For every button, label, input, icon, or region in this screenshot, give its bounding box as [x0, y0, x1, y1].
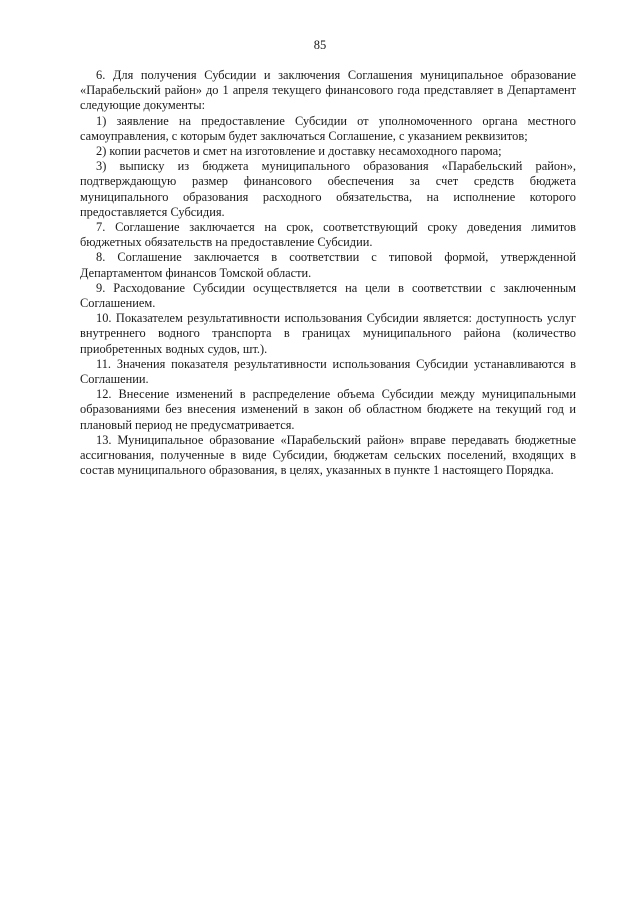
paragraph-9: 9. Расходование Субсидии осуществляется на цели в соответствии с заключенным Соглашением.	[80, 280, 576, 311]
paragraph-6: 6. Для получения Субсидии и заключения Соглашения муниципальное образование «Парабельский район» до 1 апреля текущего финансового года представляет в Департамент следующие документы:	[80, 68, 576, 113]
document-body	[80, 68, 576, 478]
paragraph-6-item-1: 1) заявление на предоставление Субсидии от уполномоченного органа местного самоуправления, с которым будет заключаться Соглашение, с указанием реквизитов;	[80, 113, 576, 143]
paragraph-11: 11. Значения показателя результативности использования Субсидии устанавливаются в Соглашении.	[80, 356, 576, 387]
paragraph-10: 10. Показателем результативности использования Субсидии является: доступность услуг внутреннего водного транспорта в границах муниципального района (количество приобретенных водных судов, шт.).	[80, 311, 576, 356]
paragraph-8: 8. Соглашение заключается в соответствии с типовой формой, утвержденной Департаментом финансов Томской области.	[80, 250, 576, 280]
paragraph-12: 12. Внесение изменений в распределение объема Субсидии между муниципальными образованиями без внесения изменений в закон об областном бюджете на текущий год и плановый период не предусматривается.	[80, 387, 576, 432]
paragraph-6-item-2: 2) копии расчетов и смет на изготовление и доставку несамоходного парома;	[96, 144, 502, 159]
paragraph-6-item-3: 3) выписку из бюджета муниципального образования «Парабельский район», подтверждающую размер финансового обеспечения за счет средств бюджета муниципального образования расходного обязательства, на исполнение которого предоставляется Субсидия.	[80, 159, 576, 219]
paragraph-7: 7. Соглашение заключается на срок, соответствующий сроку доведения лимитов бюджетных обязательств на предоставление Субсидии.	[80, 220, 576, 250]
paragraph-13: 13. Муниципальное образование «Парабельский район» вправе передавать бюджетные ассигнования, полученные в виде Субсидии, бюджетам сельских поселений, входящих в состав муниципального образования, в целях, указанных в пункте 1 настоящего Порядка.	[80, 432, 576, 478]
page-number: 85	[313, 38, 327, 52]
